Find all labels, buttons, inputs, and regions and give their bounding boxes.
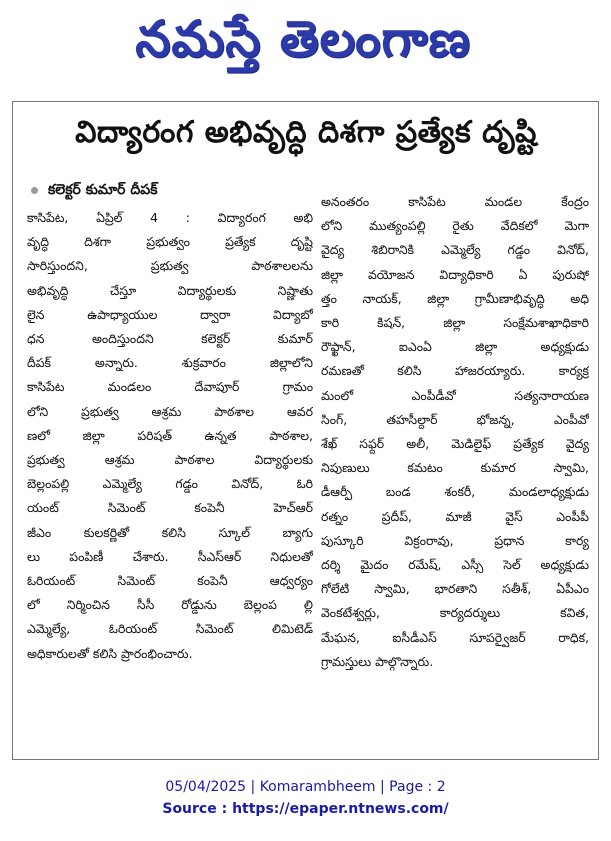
article-line: ఎమ్మెల్యే, ఓరియంట్ సిమెంట్ లిమిటెడ్ [27,621,313,637]
article-headline: విద్యారంగ అభివృద్ధి దిశగా ప్రత్యేక దృష్టి [75,115,537,150]
article-line: కాసిపేట మండలం దేవాపూర్ గ్రామం [27,379,313,395]
article-line: త్తం నాయక్, జిల్లా గ్రామీణాభివృద్ధి అధి [321,290,589,306]
bullet-icon [31,187,38,194]
footer-source: Source : https://epaper.ntnews.com/ [162,801,449,817]
article-line: నిపుణులు కమటం కుమార స్వామి, [321,460,589,476]
article-line: దర్శి మైదం రమేష్, ఎస్సీ సెల్ అధ్యక్షుడు [321,557,589,573]
newspaper-masthead [96,6,510,84]
article-line: గోలేటి స్వామి, భారతాని సతీశ్, ఏపీఎం [321,581,589,597]
article-line: లైన ఉపాధ్యాయుల ద్వారా విద్యాబో [27,306,313,322]
article-line: కారి కిషన్, జిల్లా సంక్షేమశాఖాధికారి [321,315,589,331]
article-line: వృద్ధి దిశగా ప్రభుత్వం ప్రత్యేక దృష్టి [27,234,313,250]
article-line: లోని ప్రభుత్వ ఆశ్రమ పాఠశాల ఆవర [27,403,313,419]
article-line: రత్నం ప్రదీప్, మాజీ వైస్ ఎంపీపీ [321,508,589,524]
article-line: వైద్య శిబిరానికి ఎమ్మెల్యే గడ్డం వినోద్, [321,242,589,258]
article-line: రమణతో కలిసి హాజరయ్యారు. కార్యక్ర [321,363,589,379]
article-line: లోని ముత్యంపల్లి రైతు వేదికలో మెగా [321,218,589,234]
article-line: గ్రామస్తులు పాల్గొన్నారు. [321,653,434,669]
article-line: అధికారులతో కలిసి ప్రారంభించారు. [27,645,193,661]
article-line: వెంకటేశ్వర్లు, కార్యదర్శులు కవిత, [321,605,589,621]
article-line: అభివృద్ధి చేస్తూ విద్యార్థులకు నిష్ణాతు [27,282,313,298]
news-clipping [12,101,599,760]
footer-edition-info: 05/04/2025 | Komarambheem | Page : 2 [165,779,446,795]
article-line: రౌఫ్ఖాన్, ఐఎంఏ జిల్లా అధ్యక్షుడు [321,339,589,355]
article-line: పుస్కూరి విక్రంరావు, ప్రధాన కార్య [321,532,589,548]
article-line: మేఘన, ఐసీడీఎస్ సూపర్వైజర్ రాధిక, [321,629,589,645]
article-line: సారిస్తుందని, ప్రభుత్వ పాఠశాలలను [27,258,313,274]
article-line: ధన అందిస్తుందని కలెక్టర్ కుమార్ [27,331,313,347]
article-column-left [27,206,313,666]
article-line: శేఖ్ సఫ్దర్ అలీ, మెడిలైఫ్ ప్రత్యేక వైద్య [321,436,589,452]
article-line: అనంతరం కాసిపేట మండల కేంద్రం [321,194,589,209]
article-line: ప్రభుత్వ ఆశ్రమ పాఠశాల విద్యార్థులకు [27,452,313,468]
article-line: కాసిపేట, ఏప్రిల్ 4 : విద్యారంగ అభి [27,210,313,225]
article-line: లో నిర్మించిన సీసీ రోడ్డును బెల్లంప ల్లి [27,597,313,613]
article-line: బెల్లంపల్లి ఎమ్మెల్యే గడ్డం వినోద్, ఓరి [27,476,313,492]
article-line: ఓరియంట్ సిమెంట్ కంపెనీ ఆధ్వర్యం [27,573,313,589]
article-line: జీఎం కులకర్ణితో కలిసి స్కూల్ బ్యాగు [27,524,313,540]
article-line: డీఆర్పీ బండ శంకరీ, మండలాధ్యక్షుడు [321,484,589,500]
article-line: దీపక్ అన్నారు. శుక్రవారం జిల్లాలోని [27,355,313,371]
article-line: సింగ్, తహసీల్దార్ భోజన్న, ఎంపీవో [321,411,589,427]
article-column-right [321,190,589,674]
masthead-title: నమస్తే తెలంగాణ [135,9,471,68]
article-line: జిల్లా వయోజన విద్యాధికారి ఏ పురుషో [321,266,589,282]
byline-text: కలెక్టర్ కుమార్ దీపక్ [48,182,158,198]
article-line: యంట్ సిమెంట్ కంపెనీ హెచ్ఆర్ [27,500,313,516]
article-line: లు పంపిణీ చేశారు. సీఎస్ఆర్ నిధులతో [27,548,313,564]
article-byline [31,182,301,201]
article-line: ణలో జిల్లా పరిషత్ ఉన్నత పాఠశాల, [27,427,313,443]
article-line: మంలో ఎంపీడీవో సత్యనారాయణ [321,387,589,403]
